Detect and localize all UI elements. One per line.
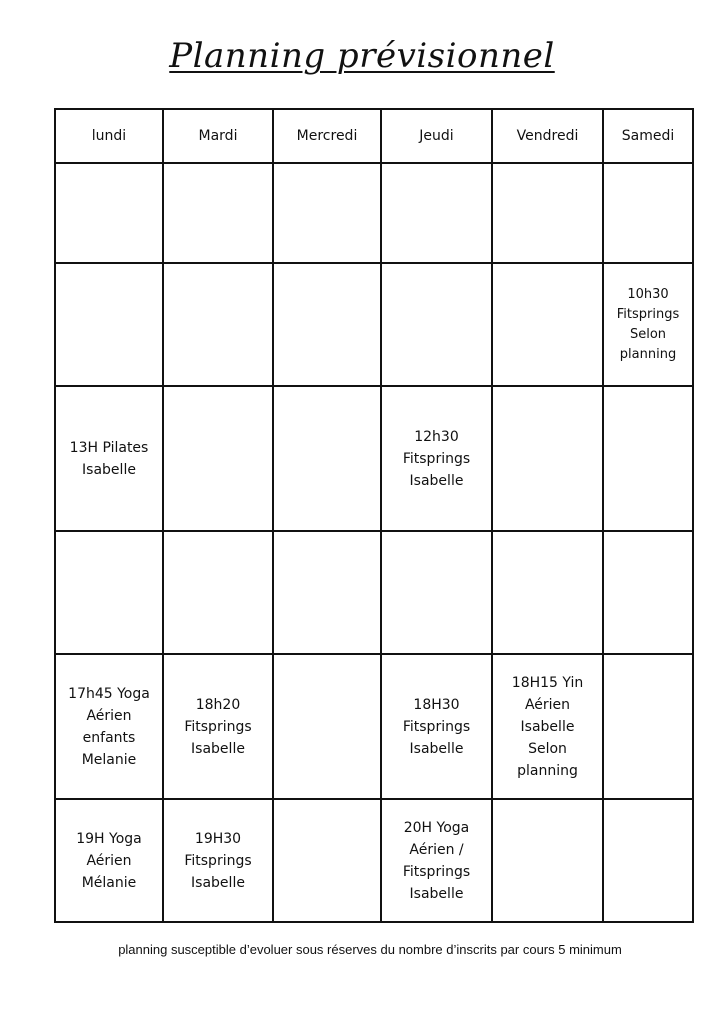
schedule-cell <box>163 163 273 263</box>
schedule-cell <box>163 654 273 799</box>
schedule-cell <box>603 263 693 386</box>
class-entry-line: Isabelle <box>191 740 245 757</box>
class-entry-line: Selon <box>629 326 667 342</box>
schedule-row <box>55 386 693 531</box>
schedule-cell <box>55 386 163 531</box>
schedule-table <box>54 108 694 923</box>
header-row <box>55 109 693 163</box>
schedule-cell <box>163 386 273 531</box>
schedule-cell <box>273 799 381 922</box>
class-entry-line: Isabelle <box>409 472 464 489</box>
class-entry-line: Isabelle <box>191 874 245 891</box>
class-entry-line: 19H Yoga <box>76 830 142 847</box>
schedule-cell <box>273 531 381 654</box>
schedule-cell <box>492 799 603 922</box>
class-entry-line: Isabelle <box>409 740 464 757</box>
schedule-cell <box>603 386 693 531</box>
schedule-cell <box>273 654 381 799</box>
schedule-cell <box>163 799 273 922</box>
schedule-cell <box>55 799 163 922</box>
class-entry-line: Aérien <box>86 707 132 724</box>
class-entry-line: Aérien <box>86 852 132 869</box>
class-entry-line: 20H Yoga <box>403 819 470 836</box>
schedule-row <box>55 799 693 922</box>
schedule-cell <box>381 386 492 531</box>
schedule-cell <box>55 654 163 799</box>
class-entry-line: Fitsprings <box>616 306 680 322</box>
class-entry-line: 12h30 <box>414 428 459 445</box>
schedule-cell <box>492 263 603 386</box>
class-entry-line: planning <box>619 346 677 362</box>
day-header: lundi <box>55 109 163 163</box>
schedule-cell <box>163 531 273 654</box>
class-entry-line: 18H15 Yin <box>511 674 584 691</box>
class-entry-line: Mélanie <box>81 874 137 891</box>
class-entry-line: 18H30 <box>413 696 460 713</box>
class-entry-line: planning <box>517 762 578 779</box>
schedule-cell <box>492 386 603 531</box>
class-entry-line: Aérien / <box>409 841 464 858</box>
page-title: Planning prévisionnel <box>169 36 555 76</box>
schedule-cell <box>163 263 273 386</box>
class-entry-line: 19H30 <box>194 830 242 847</box>
schedule-cell <box>381 799 492 922</box>
class-entry-line: Melanie <box>81 751 137 768</box>
class-entry-line: Fitsprings <box>402 863 471 880</box>
schedule-row <box>55 654 693 799</box>
schedule-cell <box>492 654 603 799</box>
schedule-cell <box>381 531 492 654</box>
schedule-cell <box>603 163 693 263</box>
schedule-cell <box>492 531 603 654</box>
schedule-row <box>55 163 693 263</box>
class-entry-line: Aérien <box>524 696 571 713</box>
schedule-cell <box>381 163 492 263</box>
class-entry-line: 13H Pilates <box>69 439 149 456</box>
schedule-cell <box>603 654 693 799</box>
class-entry-line: Selon <box>528 740 567 757</box>
schedule-cell <box>603 531 693 654</box>
schedule-cell <box>273 163 381 263</box>
schedule-row <box>55 263 693 386</box>
day-header: Samedi <box>603 109 693 163</box>
schedule-cell <box>603 799 693 922</box>
schedule-cell <box>55 163 163 263</box>
class-entry-line: Isabelle <box>520 718 575 735</box>
day-header: Mercredi <box>273 109 381 163</box>
class-entry-line: Fitsprings <box>184 718 252 735</box>
schedule-cell <box>273 386 381 531</box>
schedule-cell <box>381 263 492 386</box>
schedule-row <box>55 531 693 654</box>
class-entry-line: Fitsprings <box>402 450 471 467</box>
class-entry-line: Fitsprings <box>184 852 252 869</box>
class-entry-line: Isabelle <box>409 885 464 902</box>
schedule-cell <box>273 263 381 386</box>
schedule-cell <box>492 163 603 263</box>
class-entry-line: enfants <box>82 729 136 746</box>
footer-note: planning susceptible d’evoluer sous réserves du nombre d’inscrits par cours 5 minimum <box>118 942 622 957</box>
class-entry-line: 10h30 <box>627 286 669 302</box>
class-entry-line: Isabelle <box>82 461 136 478</box>
class-entry-line: 18h20 <box>195 696 241 713</box>
schedule-cell <box>381 654 492 799</box>
class-entry-line: 17h45 Yoga <box>68 685 150 702</box>
day-header: Vendredi <box>492 109 603 163</box>
schedule-cell <box>55 263 163 386</box>
day-header: Mardi <box>163 109 273 163</box>
schedule-cell <box>55 531 163 654</box>
day-header: Jeudi <box>381 109 492 163</box>
class-entry-line: Fitsprings <box>402 718 471 735</box>
